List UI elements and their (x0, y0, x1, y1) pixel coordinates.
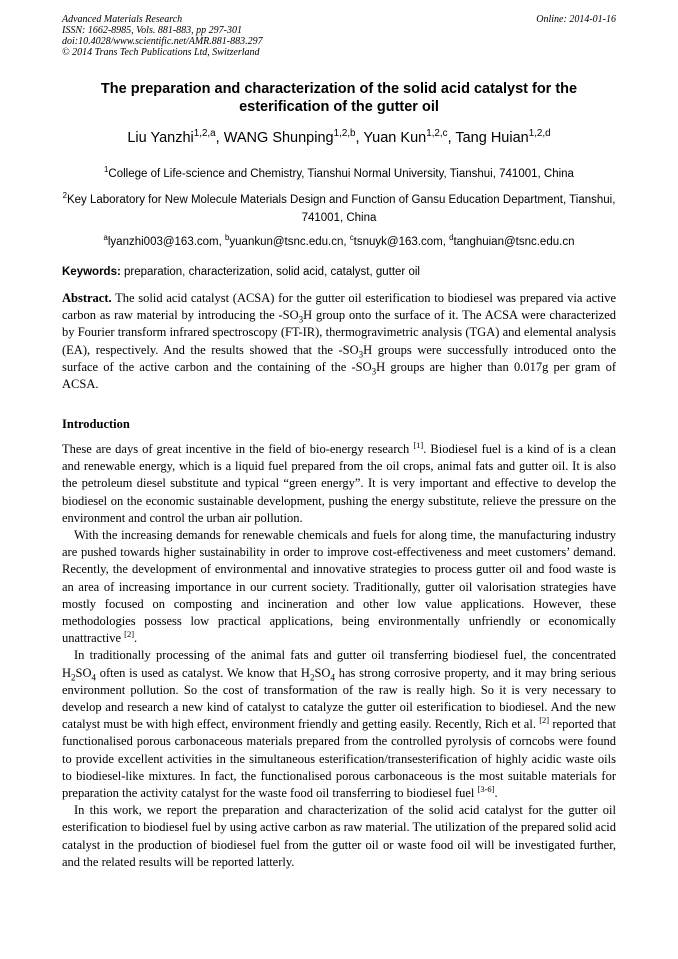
citation[interactable]: [2] (539, 715, 550, 726)
email-separator: , (442, 236, 450, 248)
subscript: 4 (91, 672, 97, 683)
paragraph-text: SO (75, 665, 92, 680)
abstract-text: H groups were successfully introduced onto the surface of the active carbon and the containing of the -SO (62, 342, 616, 374)
affiliation-number: 2 (62, 191, 67, 201)
paragraph (62, 647, 616, 802)
email-mark: d (449, 233, 454, 243)
paragraph-text: SO (314, 665, 331, 680)
paragraph (62, 527, 616, 647)
email-address[interactable]: yuankun@tsnc.edu.cn (229, 236, 344, 248)
author-separator: , (215, 130, 224, 146)
paragraph-text: With the increasing demands for renewable chemicals and fuels for along time, the manufacturing industry are pushed towards higher sustainability in order to improve cost-effectiveness and meet customers’ demand. Recently, the development of environmental and innovative strategies to process gutter oil and food waste is an area of increasing importance in our current society. Traditionally, gutter oil valorisation strategies have mostly focused on composting and incineration and other low value applications. However, these methodologies possess low practical applications, being environmentally unfriendly or economically unattractive (62, 528, 616, 646)
paper-title: The preparation and characterization of the solid acid catalyst for the esterification of the gutter oil (100, 81, 578, 115)
author-separator: , (355, 130, 364, 146)
paragraph-text: . (494, 786, 498, 801)
issn-line: ISSN: 1662-8985, Vols. 881-883, pp 297-301 (62, 25, 242, 36)
subscript: 2 (71, 672, 76, 683)
publication-meta (62, 14, 616, 58)
author-name: WANG Shunping (223, 130, 334, 146)
paragraph-text: . Biodiesel fuel is a kind of is a clean and renewable energy, which is a liquid fuel prepared from the oil crops, animal fats and gutter oil. It is also the petroleum diesel substitute and typical “green energy”. It is very important and effective to develop the biodiesel on the economic sustainable development, pushing the energy substitute, relieve the pressure on the environment and control the urban air pollution. (62, 442, 616, 525)
citation[interactable]: [2] (124, 629, 135, 640)
email-separator: , (218, 236, 226, 248)
citation[interactable]: [1] (413, 439, 424, 450)
paragraph (62, 802, 616, 871)
email-separator: , (343, 236, 350, 248)
author-separator: , (447, 130, 456, 146)
paragraph-text: In this work, we report the preparation and characterization of the solid acid catalyst for the gutter oil esterification to biodiesel fuel by using active carbon as raw material. The utilization of the prepared solid acid catalyst in the production of biodiesel fuel from the gutter oil or waste food oil will be investigated further, and the related results will be reported latterly. (62, 803, 616, 869)
author-list (62, 129, 616, 147)
abstract-text: The solid acid catalyst (ACSA) for the gutter oil esterification to biodiesel was prepared via active carbon as raw material by introducing the -SO (62, 291, 616, 323)
abstract (62, 290, 616, 393)
paragraph-text: has strong corrosive property, and it may bring serious environment pollution. So the cost of transformation of the raw is really high. So it is very necessary to develop and research a new kind of catalyst to catalyze the gutter oil esterification to biodiesel. And the new catalyst must be with high effect, environment friendly and getting easily. Recently, Rich et al. (62, 665, 616, 732)
email-address[interactable]: lyanzhi003@163.com (107, 236, 219, 248)
affiliation-text: Key Laboratory for New Molecule Materials Design and Function of Gansu Education Department, Tianshui, 741001, China (66, 194, 616, 224)
author-affil-mark: 1,2,b (333, 128, 356, 140)
affiliation-text: College of Life-science and Chemistry, Tianshui Normal University, Tianshui, 741001, China (108, 168, 574, 180)
email-mark: a (103, 233, 108, 243)
paragraph-text: These are days of great incentive in the field of bio-energy research (62, 442, 414, 456)
keywords-text: preparation, characterization, solid acid, catalyst, gutter oil (124, 266, 420, 278)
author-affil-mark: 1,2,c (426, 128, 448, 140)
author-name: Yuan Kun (363, 130, 427, 146)
section-heading-introduction: Introduction (62, 417, 130, 431)
abstract-text: H group onto the surface of it. The ACSA were characterized by Fourier transform infrared spectroscopy (FT-IR), thermogravimetric analysis (TGA) and elemental analysis (EA), respectively. And the results showed that the -SO (62, 308, 616, 357)
email-address[interactable]: tanghuian@tsnc.edu.cn (453, 236, 575, 248)
keywords-label: Keywords: (62, 266, 121, 278)
author-name: Tang Huian (455, 130, 529, 146)
affiliation-1 (62, 165, 616, 183)
abstract-text: H groups are higher than 0.017g per gram of ACSA. (62, 359, 616, 392)
subscript: 3 (298, 314, 304, 325)
email-list (62, 233, 616, 251)
doi-line[interactable]: doi:10.4028/www.scientific.net/AMR.881-883.297 (62, 36, 263, 47)
journal-name: Advanced Materials Research (62, 14, 183, 25)
email-address[interactable]: tsnuyk@163.com (353, 236, 443, 248)
subscript: 4 (330, 672, 335, 683)
subscript: 2 (309, 672, 315, 683)
citation[interactable]: [3-6] (477, 783, 495, 794)
keywords (62, 265, 616, 280)
paragraph-text: often is used as catalyst. We know that H (96, 665, 310, 680)
paragraph-text: . (134, 631, 138, 646)
affiliation-2 (62, 191, 616, 227)
affiliation-number: 1 (104, 165, 109, 175)
introduction-body (62, 441, 616, 871)
copyright-line: © 2014 Trans Tech Publications Ltd, Switzerland (62, 47, 260, 58)
paragraph-text: reported that functionalised porous carbonaceous materials prepared from the controlled pyrolysis of corncobs were found to provide excellent activities in the simultaneous esterification/transesterification of highly acidic waste oils to biodiesel-like mixtures. In fact, the functionalised porous carbonaceous is the most suitable materials for preparation the activity catalyst for the waste food oil transferring to biodiesel fuel (62, 717, 616, 801)
abstract-label: Abstract. (62, 291, 112, 305)
online-date: Online: 2014-01-16 (536, 14, 616, 25)
author-affil-mark: 1,2,d (528, 128, 551, 140)
paragraph (62, 441, 616, 527)
subscript: 3 (371, 366, 377, 377)
author-name: Liu Yanzhi (127, 130, 194, 146)
author-affil-mark: 1,2,a (193, 128, 216, 140)
paragraph-text: In traditionally processing of the animal fats and gutter oil transferring biodiesel fuel, the concentrated H (62, 648, 616, 680)
email-mark: b (225, 233, 230, 243)
email-mark: c (349, 233, 354, 243)
subscript: 3 (358, 349, 364, 360)
